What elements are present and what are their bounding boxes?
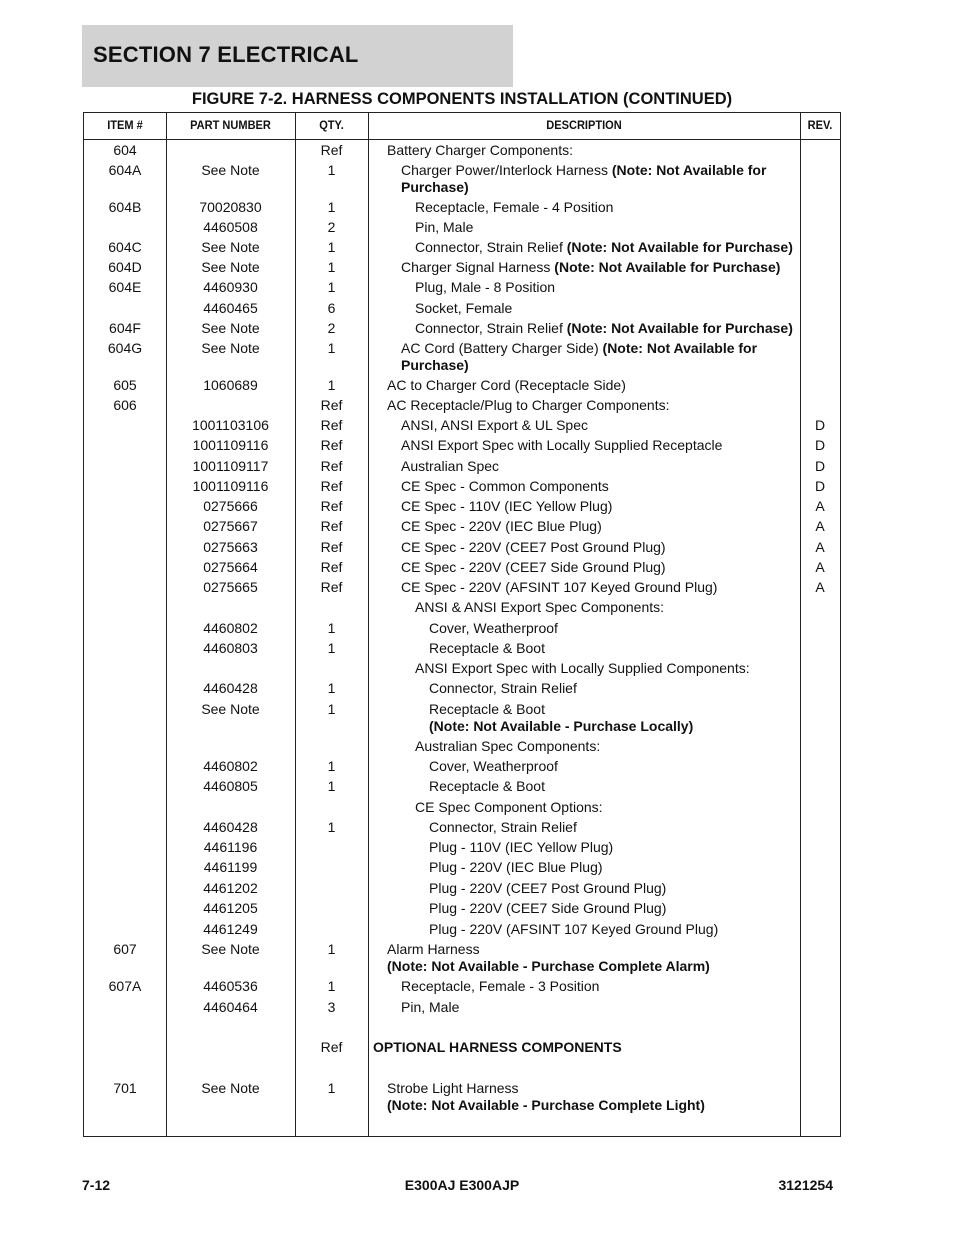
description-cell xyxy=(368,340,800,374)
description-text: Plug - 220V (AFSINT 107 Keyed Ground Plug) xyxy=(429,921,719,937)
qty-cell: Ref xyxy=(320,417,343,433)
description-text: Receptacle & Boot xyxy=(429,701,545,717)
description-text: Receptacle, Female - 4 Position xyxy=(415,199,614,215)
item-cell: 607 xyxy=(113,941,137,957)
description-cell xyxy=(368,941,800,975)
description-text: Connector, Strain Relief xyxy=(429,819,577,835)
part-number-cell: 4461249 xyxy=(203,921,258,937)
description-text: ANSI & ANSI Export Spec Components: xyxy=(415,599,665,615)
description-note: (Note: Not Available for Purchase) xyxy=(554,259,781,275)
description-cell xyxy=(368,620,800,637)
description-text: Plug - 220V (CEE7 Side Ground Plug) xyxy=(429,900,667,916)
qty-cell: 1 xyxy=(327,239,336,255)
description-note: (Note: Not Available - Purchase Complete Alarm) xyxy=(387,958,710,974)
description-cell xyxy=(368,300,800,317)
part-number-cell: See Note xyxy=(201,1080,260,1096)
item-cell: 605 xyxy=(113,377,137,393)
description-text: Plug - 110V (IEC Yellow Plug) xyxy=(429,839,614,855)
qty-cell: 1 xyxy=(327,162,336,178)
description-text: Connector, Strain Relief xyxy=(429,680,577,696)
description-text: ANSI, ANSI Export & UL Spec xyxy=(401,417,589,433)
description-text: Charger Signal Harness xyxy=(401,259,555,275)
qty-cell: Ref xyxy=(320,579,343,595)
description-cell xyxy=(368,738,800,755)
part-number-cell: 4460465 xyxy=(203,300,258,316)
qty-cell: 1 xyxy=(327,640,336,656)
description-note: (Note: Not Available for Purchase) xyxy=(566,320,793,336)
description-note: (Note: Not Available for xyxy=(602,340,758,356)
description-text: Receptacle & Boot xyxy=(429,778,545,794)
description-text: Plug, Male - 8 Position xyxy=(415,279,556,295)
qty-cell: 1 xyxy=(327,340,336,356)
part-number-cell: 4460428 xyxy=(203,819,258,835)
qty-cell: 1 xyxy=(327,978,336,994)
qty-cell: 2 xyxy=(327,320,336,336)
description-text: Connector, Strain Relief xyxy=(415,320,567,336)
rev-cell: A xyxy=(815,518,825,534)
description-text: Cover, Weatherproof xyxy=(429,758,558,774)
part-number-cell: 4461205 xyxy=(203,900,258,916)
description-text: CE Spec - 220V (CEE7 Side Ground Plug) xyxy=(401,559,666,575)
part-number-cell: 0275663 xyxy=(203,539,258,555)
description-cell xyxy=(368,859,800,876)
rev-cell: D xyxy=(814,417,826,433)
description-text: AC Receptacle/Plug to Charger Components: xyxy=(387,397,670,413)
item-cell: 604G xyxy=(107,340,143,356)
qty-cell: 1 xyxy=(327,199,336,215)
description-cell xyxy=(368,518,800,535)
qty-cell: 1 xyxy=(327,819,336,835)
description-cell xyxy=(368,320,800,337)
qty-cell: 1 xyxy=(327,620,336,636)
qty-cell: 6 xyxy=(327,300,336,316)
qty-cell: 1 xyxy=(327,758,336,774)
part-number-cell: See Note xyxy=(201,340,260,356)
description-text: Alarm Harness xyxy=(387,941,480,957)
header-divider xyxy=(84,139,840,140)
qty-cell: Ref xyxy=(320,559,343,575)
description-note: (Note: Not Available for Purchase) xyxy=(566,239,793,255)
description-note: (Note: Not Available - Purchase Complete Light) xyxy=(387,1097,705,1113)
part-number-cell: See Note xyxy=(201,239,260,255)
description-cell xyxy=(368,680,800,697)
rev-cell: A xyxy=(815,559,825,575)
description-note: (Note: Not Available for xyxy=(611,162,767,178)
part-number-cell: 4460428 xyxy=(203,680,258,696)
page-number: 7-12 xyxy=(82,1177,111,1193)
part-number-cell: See Note xyxy=(201,701,260,717)
description-text: Plug - 220V (IEC Blue Plug) xyxy=(429,859,603,875)
part-number-cell: 1001109116 xyxy=(192,437,269,453)
item-cell: 604F xyxy=(109,320,141,336)
description-cell xyxy=(368,417,800,434)
part-number-cell: 1001109117 xyxy=(192,458,269,474)
rev-cell: A xyxy=(815,498,825,514)
description-text: CE Spec - Common Components xyxy=(401,478,609,494)
part-number-cell: 4460802 xyxy=(203,758,258,774)
part-number-cell: 4460803 xyxy=(203,640,258,656)
part-number-cell: 1060689 xyxy=(203,377,258,393)
rev-cell: D xyxy=(814,437,826,453)
description-cell xyxy=(368,397,800,414)
description-cell xyxy=(368,880,800,897)
description-text: Australian Spec Components: xyxy=(415,738,601,754)
qty-cell: 2 xyxy=(327,219,336,235)
qty-cell: 1 xyxy=(327,701,336,717)
part-number-cell: 1001109116 xyxy=(192,478,269,494)
item-cell: 604C xyxy=(108,239,142,255)
column-header-item: ITEM # xyxy=(107,118,143,132)
qty-cell: 1 xyxy=(327,680,336,696)
description-text: Battery Charger Components: xyxy=(387,142,573,158)
part-number-cell: See Note xyxy=(201,162,260,178)
qty-cell: Ref xyxy=(320,142,343,158)
description-cell xyxy=(368,162,800,196)
column-divider xyxy=(800,113,801,1136)
item-cell: 604A xyxy=(108,162,142,178)
part-number-cell: 4461202 xyxy=(203,880,258,896)
description-text: CE Spec - 220V (CEE7 Post Ground Plug) xyxy=(401,539,666,555)
qty-cell: 1 xyxy=(327,259,336,275)
description-cell xyxy=(368,239,800,256)
part-number-cell: 0275664 xyxy=(203,559,258,575)
description-text: Receptacle & Boot xyxy=(429,640,545,656)
description-cell xyxy=(368,819,800,836)
model-name: E300AJ E300AJP xyxy=(404,1177,520,1193)
part-number-cell: 4460508 xyxy=(203,219,258,235)
description-cell xyxy=(368,259,800,276)
description-text: Connector, Strain Relief xyxy=(415,239,567,255)
part-number-cell: 0275666 xyxy=(203,498,258,514)
description-text: CE Spec - 220V (AFSINT 107 Keyed Ground Plug) xyxy=(401,579,718,595)
description-text: ANSI Export Spec with Locally Supplied Components: xyxy=(415,660,750,676)
qty-cell: Ref xyxy=(320,437,343,453)
description-text: ANSI Export Spec with Locally Supplied Receptacle xyxy=(401,437,723,453)
description-cell xyxy=(368,839,800,856)
description-cell xyxy=(368,539,800,556)
description-note: Purchase) xyxy=(401,357,469,373)
item-cell: 607A xyxy=(108,978,142,994)
description-cell xyxy=(368,559,800,576)
rev-cell: D xyxy=(814,478,826,494)
item-cell: 604E xyxy=(108,279,142,295)
description-note: (Note: Not Available - Purchase Locally) xyxy=(429,718,694,734)
description-cell xyxy=(368,377,800,394)
column-header-part-number: PART NUMBER xyxy=(190,118,271,132)
description-cell xyxy=(368,498,800,515)
description-cell xyxy=(368,219,800,236)
rev-cell: D xyxy=(814,458,826,474)
description-cell xyxy=(368,758,800,775)
part-number-cell: 4460930 xyxy=(203,279,258,295)
rev-cell: A xyxy=(815,579,825,595)
part-number-cell: 4460805 xyxy=(203,778,258,794)
qty-cell: 1 xyxy=(327,1080,336,1096)
description-cell xyxy=(368,1080,800,1114)
part-number-cell: 4461196 xyxy=(203,839,258,855)
description-cell xyxy=(368,921,800,938)
qty-cell: Ref xyxy=(320,1039,343,1055)
qty-cell: 3 xyxy=(327,999,336,1015)
part-number-cell: See Note xyxy=(201,259,260,275)
description-text: Cover, Weatherproof xyxy=(429,620,558,636)
description-note: OPTIONAL HARNESS COMPONENTS xyxy=(373,1039,622,1055)
part-number-cell: 0275665 xyxy=(203,579,258,595)
qty-cell: Ref xyxy=(320,539,343,555)
item-cell: 604 xyxy=(113,142,137,158)
description-cell xyxy=(368,900,800,917)
part-number-cell: 1001103106 xyxy=(192,417,269,433)
description-text: Plug - 220V (CEE7 Post Ground Plug) xyxy=(429,880,667,896)
description-cell xyxy=(368,799,800,816)
description-text: Australian Spec xyxy=(401,458,500,474)
description-text: Strobe Light Harness xyxy=(387,1080,519,1096)
part-number-cell: See Note xyxy=(201,320,260,336)
item-cell: 604D xyxy=(108,259,142,275)
qty-cell: Ref xyxy=(320,458,343,474)
figure-title: FIGURE 7-2. HARNESS COMPONENTS INSTALLATION (CONTINUED) xyxy=(191,90,733,108)
column-header-description: DESCRIPTION xyxy=(546,118,622,132)
description-cell xyxy=(368,478,800,495)
section-title: SECTION 7 ELECTRICAL xyxy=(93,42,359,67)
description-cell xyxy=(368,778,800,795)
qty-cell: Ref xyxy=(320,518,343,534)
item-cell: 606 xyxy=(113,397,137,413)
description-cell xyxy=(368,279,800,296)
rev-cell: A xyxy=(815,539,825,555)
item-cell: 701 xyxy=(113,1080,137,1096)
description-text: AC to Charger Cord (Receptacle Side) xyxy=(387,377,626,393)
qty-cell: 1 xyxy=(327,377,336,393)
part-number-cell: 4460536 xyxy=(203,978,258,994)
parts-table xyxy=(83,112,841,1137)
qty-cell: 1 xyxy=(327,778,336,794)
description-cell xyxy=(368,1039,800,1056)
description-cell xyxy=(368,978,800,995)
description-cell xyxy=(368,599,800,616)
description-cell xyxy=(368,458,800,475)
qty-cell: Ref xyxy=(320,498,343,514)
qty-cell: 1 xyxy=(327,941,336,957)
description-text: Pin, Male xyxy=(415,219,474,235)
description-cell xyxy=(368,660,800,677)
part-number-cell: 70020830 xyxy=(199,199,262,215)
description-cell xyxy=(368,142,800,159)
section-banner xyxy=(82,25,513,87)
description-text: Receptacle, Female - 3 Position xyxy=(401,978,600,994)
description-cell xyxy=(368,701,800,735)
part-number-cell: 4460464 xyxy=(203,999,258,1015)
description-note: Purchase) xyxy=(401,179,469,195)
part-number-cell: 4461199 xyxy=(203,859,258,875)
column-header-rev: REV. xyxy=(807,118,833,132)
part-number-cell: 0275667 xyxy=(203,518,258,534)
qty-cell: Ref xyxy=(320,478,343,494)
description-text: Socket, Female xyxy=(415,300,513,316)
description-text: CE Spec - 220V (IEC Blue Plug) xyxy=(401,518,602,534)
description-text: CE Spec Component Options: xyxy=(415,799,603,815)
description-text: AC Cord (Battery Charger Side) xyxy=(401,340,603,356)
description-cell xyxy=(368,999,800,1016)
description-cell xyxy=(368,640,800,657)
part-number-cell: 4460802 xyxy=(203,620,258,636)
description-text: CE Spec - 110V (IEC Yellow Plug) xyxy=(401,498,613,514)
description-cell xyxy=(368,579,800,596)
part-number-cell: See Note xyxy=(201,941,260,957)
description-text: Pin, Male xyxy=(401,999,460,1015)
description-cell xyxy=(368,437,800,454)
description-text: Charger Power/Interlock Harness xyxy=(401,162,612,178)
column-header-qty: QTY. xyxy=(319,118,344,132)
qty-cell: Ref xyxy=(320,397,343,413)
item-cell: 604B xyxy=(108,199,142,215)
description-cell xyxy=(368,199,800,216)
qty-cell: 1 xyxy=(327,279,336,295)
document-number: 3121254 xyxy=(778,1177,833,1193)
